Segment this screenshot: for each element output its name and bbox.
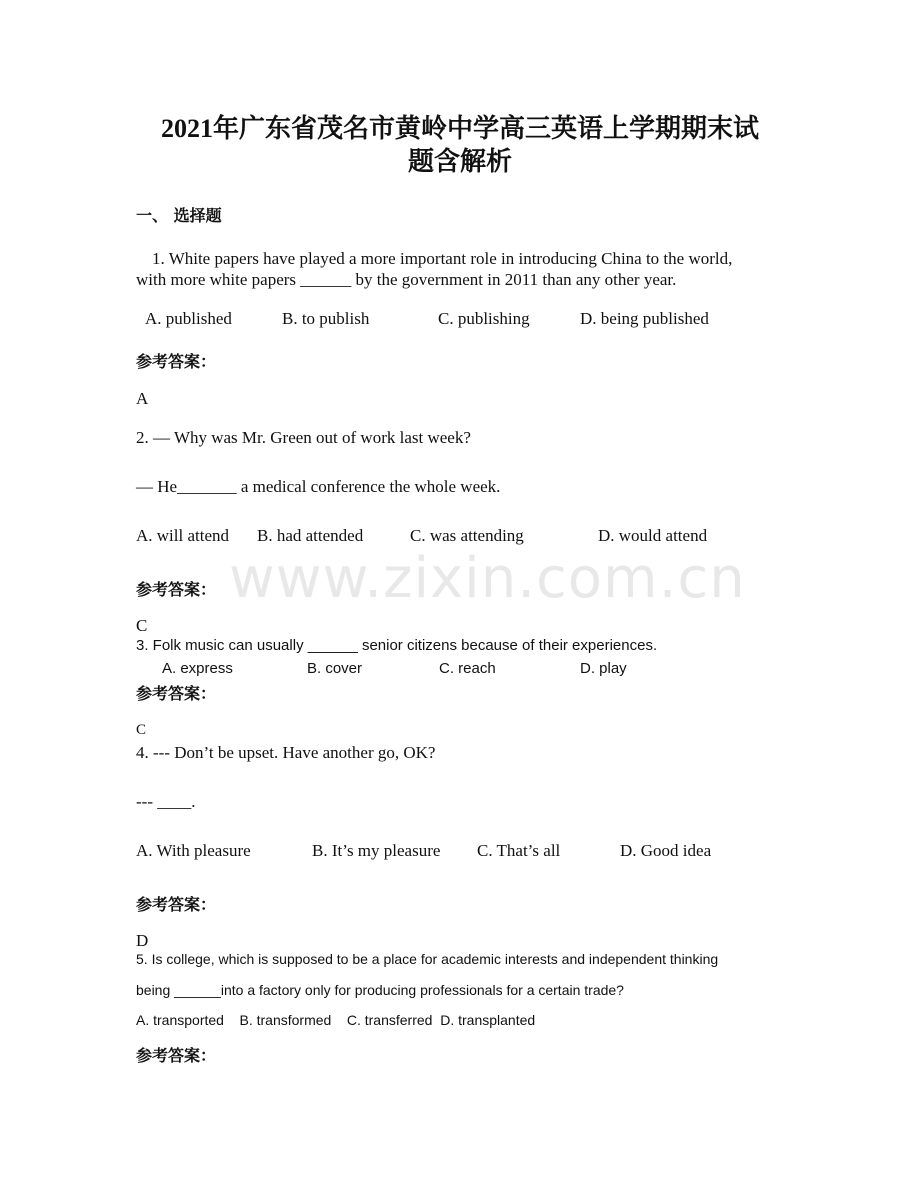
q1-option-c: C. publishing (438, 309, 530, 328)
document-title-line1: 2021年广东省茂名市黄岭中学高三英语上学期期末试 (160, 114, 759, 143)
q4-stem-line1: 4. --- Don’t be upset. Have another go, OK? (136, 743, 436, 762)
q4-option-c: C. That’s all (477, 841, 561, 860)
q4-answer-label: 参考答案： (136, 895, 217, 914)
q5-stem-line1: 5. Is college, which is supposed to be a place for academic interests and independent thinking (136, 951, 719, 967)
q3-answer: C (136, 722, 147, 738)
q1-stem-line2: with more white papers ______ by the government in 2011 than any other year. (136, 270, 677, 289)
q3-option-c: C. reach (439, 660, 496, 677)
document-title-line2: 题含解析 (407, 147, 512, 176)
q2-option-a: A. will attend (136, 526, 230, 545)
q1-answer-label: 参考答案： (136, 352, 217, 371)
q4-option-a: A. With pleasure (136, 841, 251, 860)
q2-stem-line1: 2. — Why was Mr. Green out of work last week? (136, 428, 471, 447)
q5-options: A. transported B. transformed C. transferred D. transplanted (136, 1012, 536, 1028)
q2-answer: C (136, 616, 148, 635)
q3-stem: 3. Folk music can usually ______ senior citizens because of their experiences. (136, 637, 658, 654)
q4-option-d: D. Good idea (620, 841, 712, 860)
q2-stem-line2: — He_______ a medical conference the whole week. (136, 477, 501, 496)
watermark: www.zixin.com.cn (229, 546, 746, 611)
q5-answer-label: 参考答案： (136, 1046, 217, 1065)
q3-option-a: A. express (162, 660, 233, 677)
q4-answer: D (136, 931, 149, 950)
q3-option-d: D. play (580, 660, 627, 677)
q3-option-b: B. cover (307, 660, 363, 677)
section-heading: 一、 选择题 (136, 206, 222, 225)
q3-answer-label: 参考答案： (136, 684, 217, 703)
q1-stem-line1: 1. White papers have played a more important role in introducing China to the world, (152, 249, 733, 268)
q2-option-d: D. would attend (598, 526, 708, 545)
q1-option-b: B. to publish (282, 309, 370, 328)
q5-stem-line2: being ______into a factory only for producing professionals for a certain trade? (136, 982, 624, 998)
q4-option-b: B. It’s my pleasure (312, 841, 441, 860)
q2-option-b: B. had attended (257, 526, 364, 545)
q1-option-d: D. being published (580, 309, 709, 328)
q2-option-c: C. was attending (410, 526, 524, 545)
q1-option-a: A. published (145, 309, 232, 328)
q2-answer-label: 参考答案： (136, 580, 217, 599)
q1-answer: A (136, 389, 149, 408)
q4-stem-line2: --- ____. (136, 792, 196, 811)
